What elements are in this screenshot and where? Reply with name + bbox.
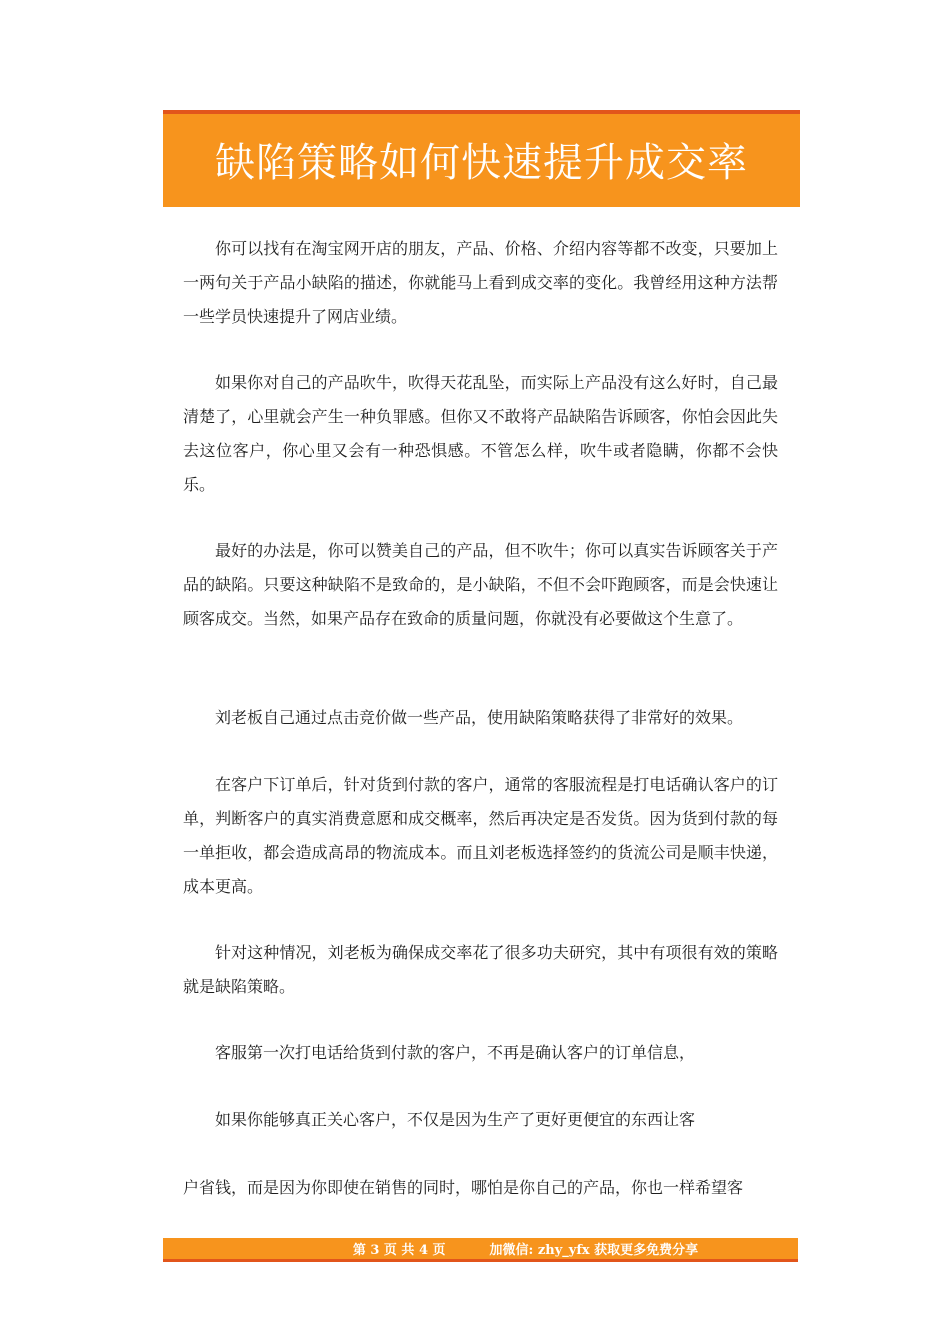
paragraph: 户省钱，而是因为你即使在销售的同时，哪怕是你自己的产品，你也一样希望客 xyxy=(183,1178,744,1197)
footer-bar xyxy=(163,1238,798,1262)
paragraph: 如果你能够真正关心客户，不仅是因为生产了更好更便宜的东西让客 xyxy=(215,1110,696,1129)
paragraph: 针对这种情况，刘老板为确保成交率花了很多功夫研究，其中有项很有效的策略就是缺陷策略。 xyxy=(183,943,778,996)
paragraph: 最好的办法是，你可以赞美自己的产品，但不吹牛；你可以真实告诉顾客关于产品的缺陷。只要这种缺陷不是致命的，是小缺陷，不但不会吓跑顾客，而是会快速让顾客成交。当然，如果产品存在致命的质量问题，你就没有必要做这个生意了。 xyxy=(183,541,778,628)
page-indicator: 第 3 页 共 4 页 xyxy=(352,1243,446,1258)
footer-note: 加微信: zhy_yfx 获取更多免费分享 xyxy=(489,1243,699,1258)
page-title: 缺陷策略如何快速提升成交率 xyxy=(215,140,748,186)
paragraph: 刘老板自己通过点击竞价做一些产品，使用缺陷策略获得了非常好的效果。 xyxy=(215,708,744,727)
paragraph: 如果你对自己的产品吹牛，吹得天花乱坠，而实际上产品没有这么好时，自己最清楚了，心里就会产生一种负罪感。但你又不敢将产品缺陷告诉顾客，你怕会因此失去这位客户，你心里又会有一种恐惧感。不管怎么样，吹牛或者隐瞒，你都不会快乐。 xyxy=(183,373,778,494)
title-banner xyxy=(163,110,800,207)
paragraph: 你可以找有在淘宝网开店的朋友，产品、价格、介绍内容等都不改变，只要加上一两句关于产品小缺陷的描述，你就能马上看到成交率的变化。我曾经用这种方法帮一些学员快速提升了网店业绩。 xyxy=(183,239,778,326)
paragraph: 客服第一次打电话给货到付款的客户，不再是确认客户的订单信息， xyxy=(215,1043,696,1062)
paragraph: 在客户下订单后，针对货到付款的客户，通常的客服流程是打电话确认客户的订单，判断客户的真实消费意愿和成交概率，然后再决定是否发货。因为货到付款的每一单拒收，都会造成高昂的物流成本。而且刘老板选择签约的货流公司是顺丰快递，成本更高。 xyxy=(183,775,778,896)
